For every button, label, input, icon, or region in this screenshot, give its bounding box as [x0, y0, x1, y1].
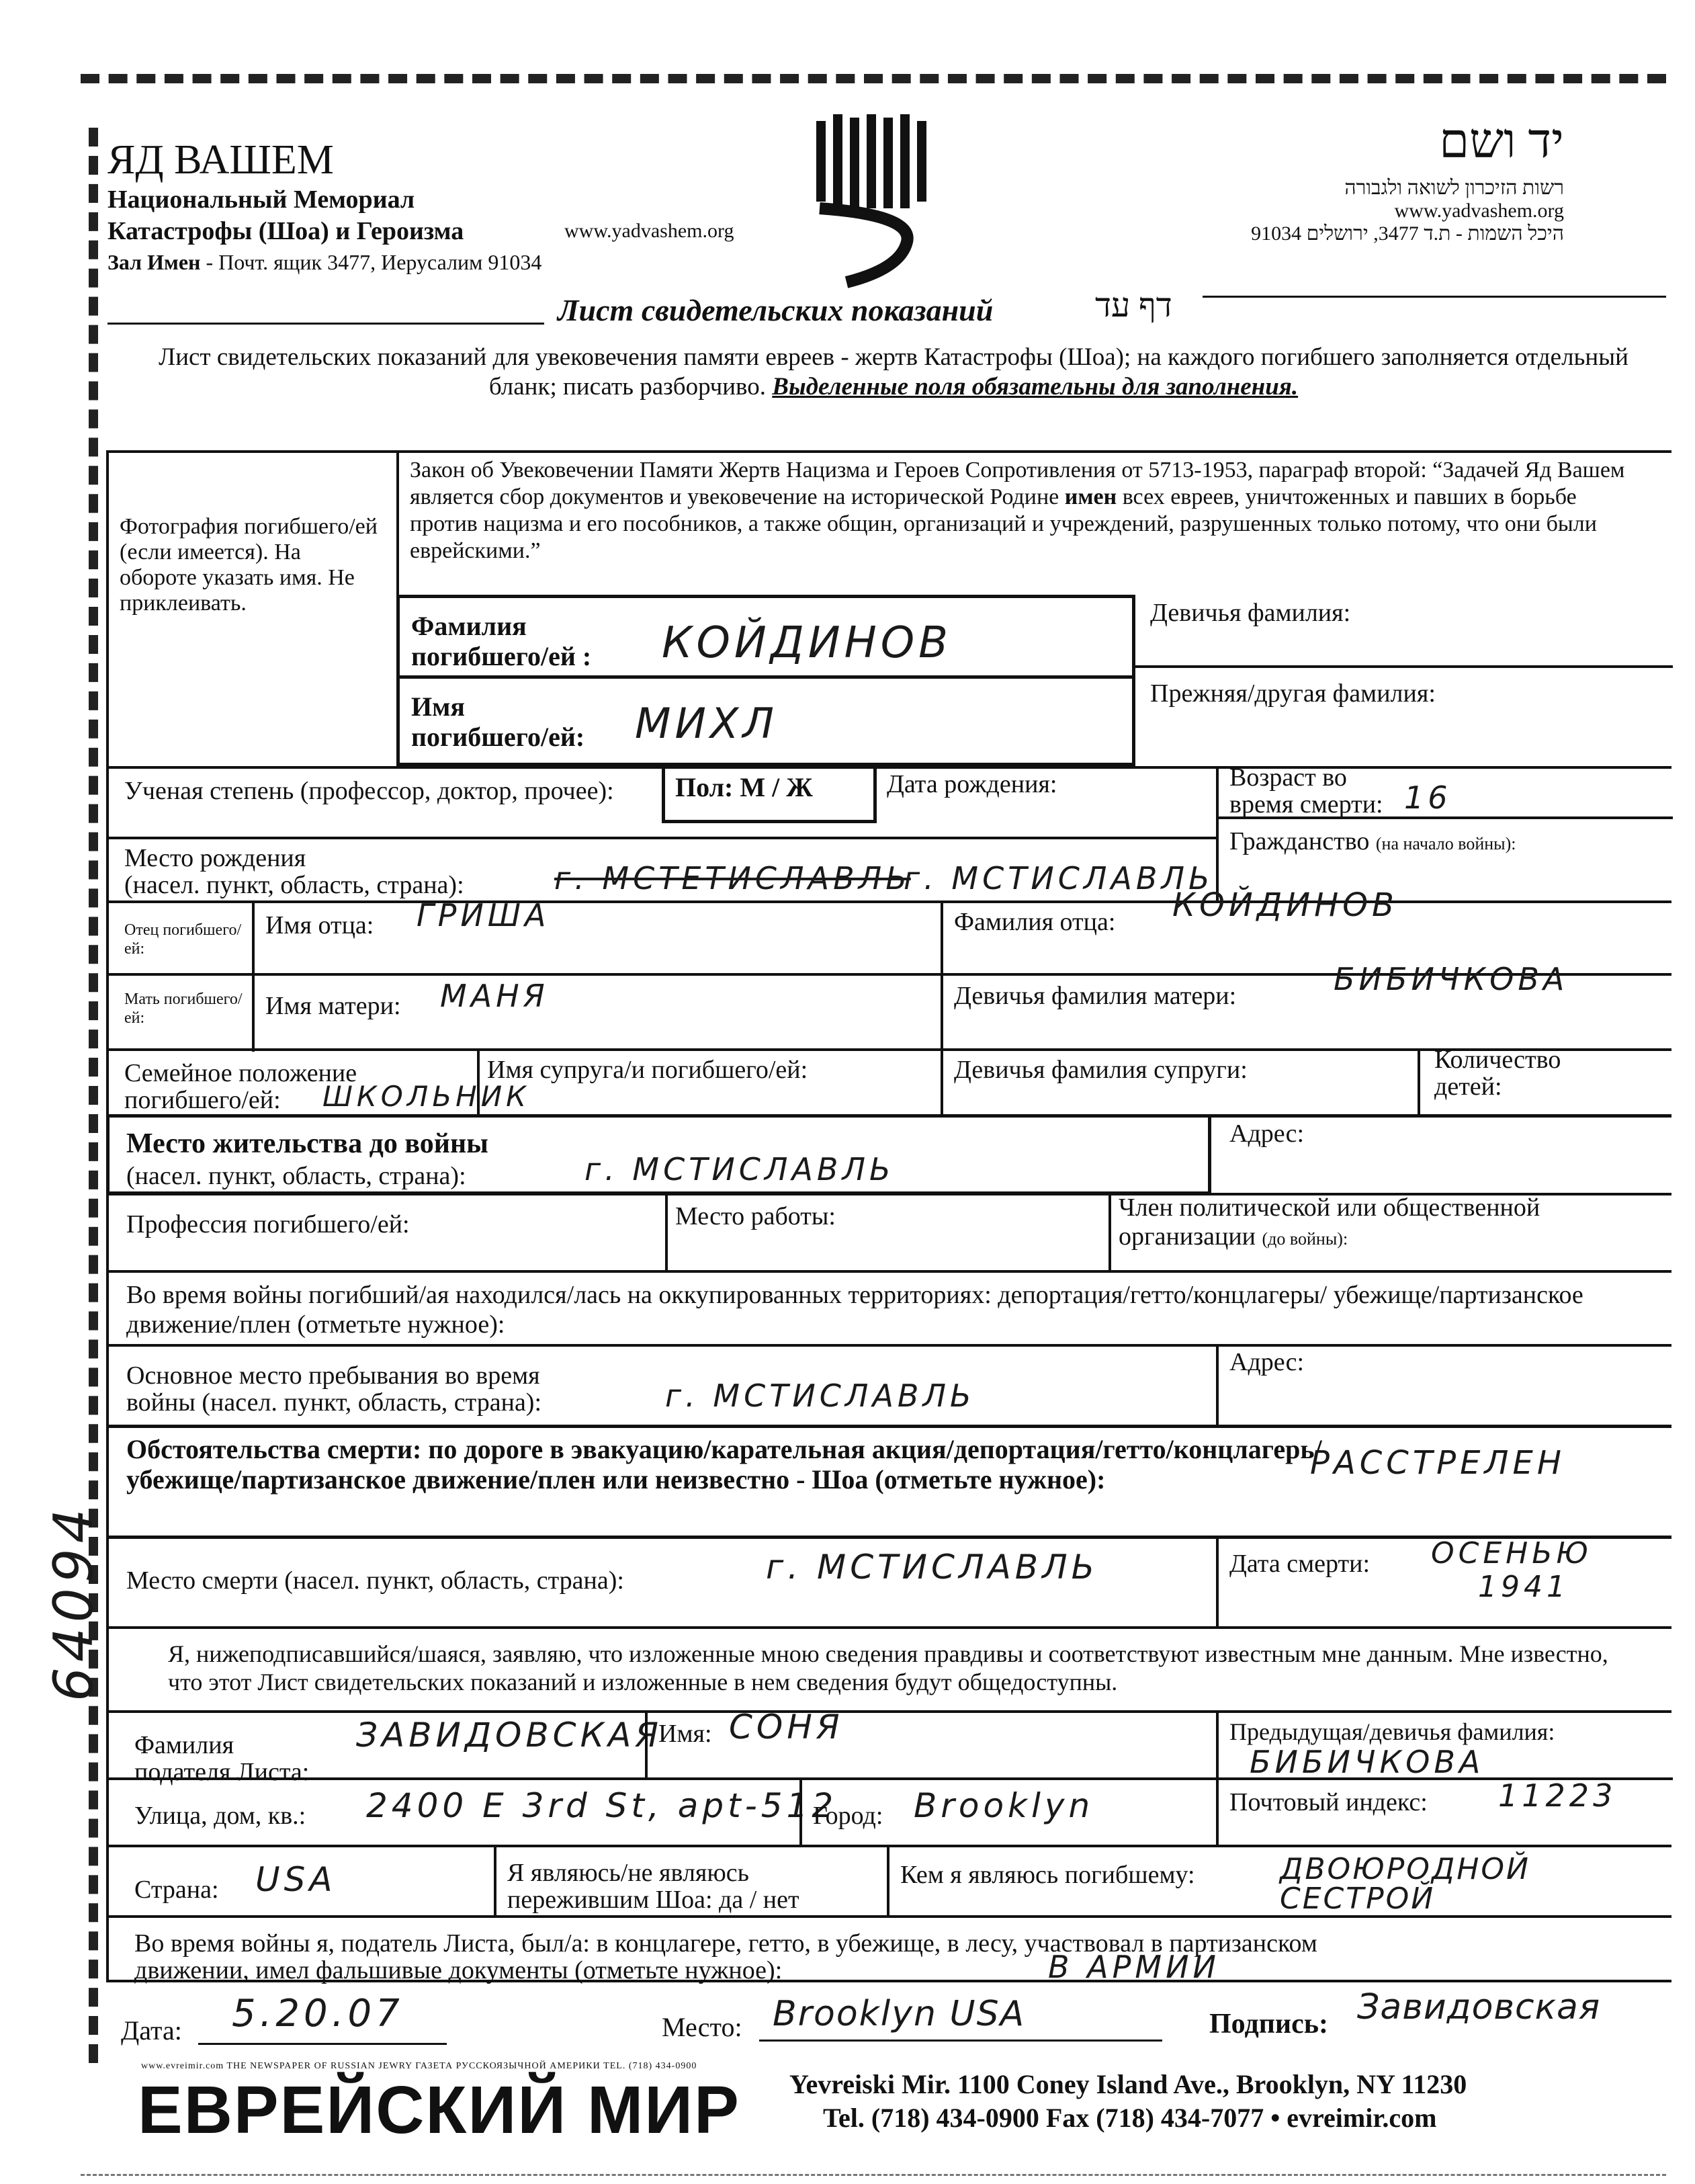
names-divider — [396, 675, 1135, 679]
citizenship-label: Гражданство — [1229, 827, 1370, 855]
sex-bottom — [662, 820, 877, 823]
form-title-he: דף עד — [1095, 286, 1172, 324]
row-divider-3 — [106, 900, 1671, 903]
birthplace-struck: г. МСТЕТИСЛАВЛЬ — [554, 860, 911, 896]
father-surname-label: Фамилия отца: — [954, 908, 1116, 936]
city-value[interactable]: Brooklyn — [914, 1786, 1094, 1825]
relation-value[interactable]: ДВОЮРОДНОЙ СЕСТРОЙ — [1280, 1852, 1530, 1916]
footer-brand: ЕВРЕЙСКИЙ МИР — [138, 2072, 740, 2148]
date-label: Дата: — [121, 2015, 182, 2046]
yad-vashem-logo — [806, 114, 954, 289]
profession-label: Профессия погибшего/ей: — [126, 1210, 410, 1238]
photo-note: Фотография погибшего/ей (если имеется). На обороте указать имя. Не приклеивать. — [120, 514, 378, 616]
children-divider — [1418, 1048, 1420, 1116]
residence-address-label: Адрес: — [1229, 1120, 1305, 1148]
row-divider-13 — [106, 1710, 1671, 1713]
member-label-2: организации — [1119, 1222, 1256, 1251]
org-line1-ru: Национальный Мемориал — [107, 185, 415, 214]
birthdate-label: Дата рождения: — [887, 770, 1057, 798]
address-he: היכל השמות - ת.ד 3477, ירושלים 91034 — [1251, 222, 1564, 245]
maiden-label: Девичья фамилия: — [1150, 599, 1351, 627]
death-circ-value[interactable]: РАССТРЕЛЕН — [1310, 1444, 1565, 1482]
footer-brand-small: www.evreimir.com THE NEWSPAPER OF RUSSIAN JEWRY ГАЗЕТА РУССКОЯЗЫЧНОЙ АМЕРИКИ TEL. (718) 434-0900 — [141, 2061, 697, 2071]
submitter-surname-label-2: подателя Листа: — [134, 1758, 310, 1786]
relation-divider — [887, 1845, 889, 1915]
sex-options[interactable]: М / Ж — [740, 772, 813, 802]
surname-value[interactable]: КОЙДИНОВ — [662, 618, 952, 668]
parent-middle-divider — [941, 900, 943, 1052]
mother-name-label: Имя матери: — [265, 992, 401, 1020]
residence-label-2: (насел. пункт, область, страна): — [126, 1162, 466, 1190]
marital-divider — [477, 1048, 480, 1116]
website-he: www.yadvashem.org — [1394, 200, 1564, 222]
survivor-label-2[interactable]: пережившим Шоа: да / нет — [507, 1886, 799, 1914]
dashed-border-top — [81, 74, 1666, 83]
row-divider-12 — [106, 1626, 1671, 1629]
survivor-label-1: Я являюсь/не являюсь — [507, 1859, 749, 1887]
father-name-label: Имя отца: — [265, 911, 374, 939]
survivor-divider — [494, 1845, 496, 1915]
mother-maiden-value[interactable]: БИБИЧКОВА — [1334, 961, 1569, 997]
wartime-place-label-1: Основное место пребывания во время — [126, 1361, 540, 1390]
birthplace-value[interactable]: г. МСТИСЛАВЛЬ — [904, 860, 1214, 896]
age-label-2: время смерти: — [1229, 790, 1383, 818]
member-note: (до войны): — [1262, 1229, 1348, 1249]
place-line — [759, 2040, 1162, 2042]
wartime-label: Во время войны погибший/ая находился/лась на оккупированных территориях: депортация/гетто/концлагеры/ убежище/партизанское движение/плен (отметьте нужное): — [126, 1281, 1583, 1339]
org-line-he: רשות הזיכרון לשואה ולגבורה — [1344, 177, 1564, 199]
surname-label-2: погибшего/ей : — [411, 641, 592, 671]
country-value[interactable]: USA — [255, 1860, 337, 1899]
death-circ-bold: Обстоятельства смерти: — [126, 1434, 422, 1464]
residence-value[interactable]: г. МСТИСЛАВЛЬ — [584, 1151, 895, 1187]
firstname-label-2: погибшего/ей: — [411, 722, 585, 752]
age-bottom — [1216, 816, 1673, 819]
death-circ-line1: по дороге в эвакуацию/карательная акция/депортация/гетто/концлагерь/ — [421, 1434, 1322, 1464]
marital-label-2: погибшего/ей: — [124, 1086, 281, 1114]
submitter-name-divider — [645, 1710, 648, 1777]
death-date-divider — [1216, 1536, 1219, 1626]
mother-maiden-label: Девичья фамилия матери: — [954, 982, 1237, 1010]
date-value[interactable]: 5.20.07 — [232, 1992, 404, 2035]
spouse-name-label: Имя супруга/и погибшего/ей: — [487, 1056, 808, 1084]
age-value[interactable]: 16 — [1404, 780, 1452, 816]
children-label-1: Количество — [1434, 1046, 1561, 1074]
street-value[interactable]: 2400 E 3rd St, apt-512 — [366, 1786, 838, 1825]
sex-label: Пол: — [675, 772, 734, 802]
birthplace-label-2: (насел. пункт, область, страна): — [124, 871, 464, 899]
submitter-prev-value[interactable]: БИБИЧКОВА — [1250, 1744, 1485, 1780]
submitter-surname-value[interactable]: ЗАВИДОВСКАЯ — [356, 1716, 663, 1755]
spouse-maiden-label: Девичья фамилия супруги: — [954, 1056, 1248, 1084]
org-title-ru: ЯД ВАШЕМ — [107, 137, 334, 183]
profession-divider — [665, 1193, 668, 1270]
birthplace-label-1: Место рождения — [124, 844, 306, 872]
death-date-value-2[interactable]: 1941 — [1478, 1570, 1569, 1604]
row-divider-1 — [106, 766, 1671, 769]
signature-label: Подпись: — [1209, 2009, 1328, 2040]
hall-address: - Почт. ящик 3477, Иерусалим 91034 — [200, 250, 542, 274]
place-label: Место: — [662, 2012, 742, 2042]
zip-value[interactable]: 11223 — [1498, 1777, 1617, 1814]
title-rule-right — [1203, 296, 1666, 298]
side-number: 64094 — [42, 1503, 105, 1702]
spouse-divider — [941, 1048, 943, 1116]
row-divider-8 — [106, 1270, 1671, 1273]
age-label-1: Возраст во — [1229, 763, 1347, 792]
row-divider-16 — [106, 1915, 1671, 1918]
submitter-prev-label: Предыдущая/девичья фамилия: — [1229, 1718, 1555, 1745]
member-label-1: Член политической или общественной — [1119, 1193, 1540, 1222]
sex-divider-l — [662, 766, 665, 820]
age-divider — [1216, 766, 1219, 900]
firstname-label-1: Имя — [411, 691, 465, 722]
footer-address: Yevreiski Mir. 1100 Coney Island Ave., Brooklyn, NY 11230 — [789, 2069, 1467, 2099]
father-surname-value[interactable]: КОЙДИНОВ — [1172, 886, 1398, 924]
death-date-value-1[interactable]: ОСЕНЬЮ — [1431, 1536, 1592, 1570]
hall-label: Зал Имен — [107, 250, 201, 274]
death-place-label: Место смерти (насел. пункт, область, страна): — [126, 1566, 624, 1595]
street-label: Улица, дом, кв.: — [134, 1802, 306, 1830]
law-text: Закон об Увековечении Памяти Жертв Нацизма и Героев Сопротивления от 5713-1953, параграф второй: “Задачей Яд Вашем является сбор документов и увековечение на исторической Родине имен всех евреев, уничтоженных и павших в борьбе против нацизма и его пособников, а также общин, организаций и учреждений, разрушенных только потому, что они были еврейскими.” — [410, 458, 1625, 563]
submitter-wartime-value[interactable]: В АРМИИ — [1048, 1949, 1220, 1985]
mother-side-label: Мать погибшего/ей: — [124, 991, 243, 1027]
surname-label-1: Фамилия — [411, 611, 527, 641]
maiden-divider — [1135, 665, 1673, 668]
other-surname-label: Прежняя/другая фамилия: — [1150, 679, 1436, 708]
death-circ-line2: убежище/партизанское движение/плен или неизвестно - Шоа (отметьте нужное): — [126, 1464, 1106, 1495]
row-divider-9 — [106, 1344, 1671, 1347]
country-label: Страна: — [134, 1876, 219, 1904]
wartime-address-label: Адрес: — [1229, 1348, 1305, 1376]
relation-label: Кем я являюсь погибшему: — [900, 1861, 1195, 1889]
footer-dashes — [81, 2174, 1666, 2176]
dashed-border-left — [89, 128, 98, 2063]
city-divider — [799, 1777, 802, 1845]
workplace-label: Место работы: — [675, 1202, 836, 1230]
wartime-place-label-2: войны (насел. пункт, область, страна): — [126, 1388, 542, 1417]
workplace-divider — [1109, 1193, 1111, 1270]
city-label: Город: — [813, 1802, 883, 1830]
row-divider-10 — [106, 1425, 1671, 1428]
place-value[interactable]: Brooklyn USA — [773, 1994, 1026, 2034]
signature-value[interactable]: Завидовская — [1357, 1987, 1601, 2027]
submitter-wartime-label-1: Во время войны я, податель Листа, был/а: в концлагере, гетто, в убежище, в лесу, участвовал в партизанском — [134, 1929, 1317, 1958]
footer-phone: Tel. (718) 434-0900 Fax (718) 434-7077 • evreimir.com — [823, 2103, 1437, 2133]
parent-side-divider — [252, 900, 255, 1052]
title-rule-left — [107, 323, 544, 325]
row-divider-2 — [106, 837, 1218, 839]
submitter-wartime-label-2: движении, имел фальшивые документы (отметьте нужное): — [134, 1956, 783, 1984]
marital-label-1: Семейное положение — [124, 1059, 357, 1087]
declaration-text: Я, нижеподписавшийся/шаяся, заявляю, что изложенные мною сведения правдивы и соответствуют известным мне данным. Мне известно, что этот Лист свидетельских показаний и изложенные в нем сведения будут общедоступны. — [168, 1640, 1608, 1695]
wartime-address-divider — [1216, 1344, 1219, 1425]
citizenship-note: (на начало войны): — [1375, 834, 1516, 853]
submitter-surname-label-1: Фамилия — [134, 1731, 234, 1759]
row-divider-14 — [106, 1777, 1218, 1780]
wartime-place-value[interactable]: г. МСТИСЛАВЛЬ — [665, 1378, 975, 1414]
sex-divider-r — [873, 766, 877, 820]
org-line2-ru: Катастрофы (Шоа) и Героизма — [107, 217, 464, 245]
mother-name-value[interactable]: МАНЯ — [440, 978, 549, 1014]
firstname-value[interactable]: МИХЛ — [635, 699, 778, 748]
website-ru: www.yadvashem.org — [564, 220, 734, 242]
father-name-value[interactable]: ГРИША — [417, 897, 550, 933]
residence-label-1: Место жительства до войны — [126, 1128, 488, 1159]
date-line — [198, 2043, 447, 2045]
death-place-value[interactable]: г. МСТИСЛАВЛЬ — [766, 1548, 1098, 1587]
submitter-name-value[interactable]: СОНЯ — [729, 1708, 844, 1747]
degree-label: Ученая степень (профессор, доктор, прочее): — [124, 777, 614, 805]
marital-value[interactable]: ШКОЛЬНИК — [322, 1080, 531, 1113]
intro-text: Лист свидетельских показаний для увековечения памяти евреев - жертв Катастрофы (Шоа); на каждого погибшего заполняется отдельный бланк; писать разборчиво. Выделенные поля обязательны для заполнения. — [159, 343, 1628, 401]
zip-label: Почтовый индекс: — [1229, 1788, 1428, 1816]
submitter-name-label: Имя: — [658, 1720, 712, 1748]
father-side-label: Отец погибшего/ей: — [124, 921, 242, 958]
org-title-he: יד ושם — [1439, 114, 1564, 168]
death-date-label: Дата смерти: — [1229, 1550, 1371, 1578]
children-label-2: детей: — [1434, 1073, 1502, 1101]
form-title-ru: Лист свидетельских показаний — [558, 293, 994, 327]
